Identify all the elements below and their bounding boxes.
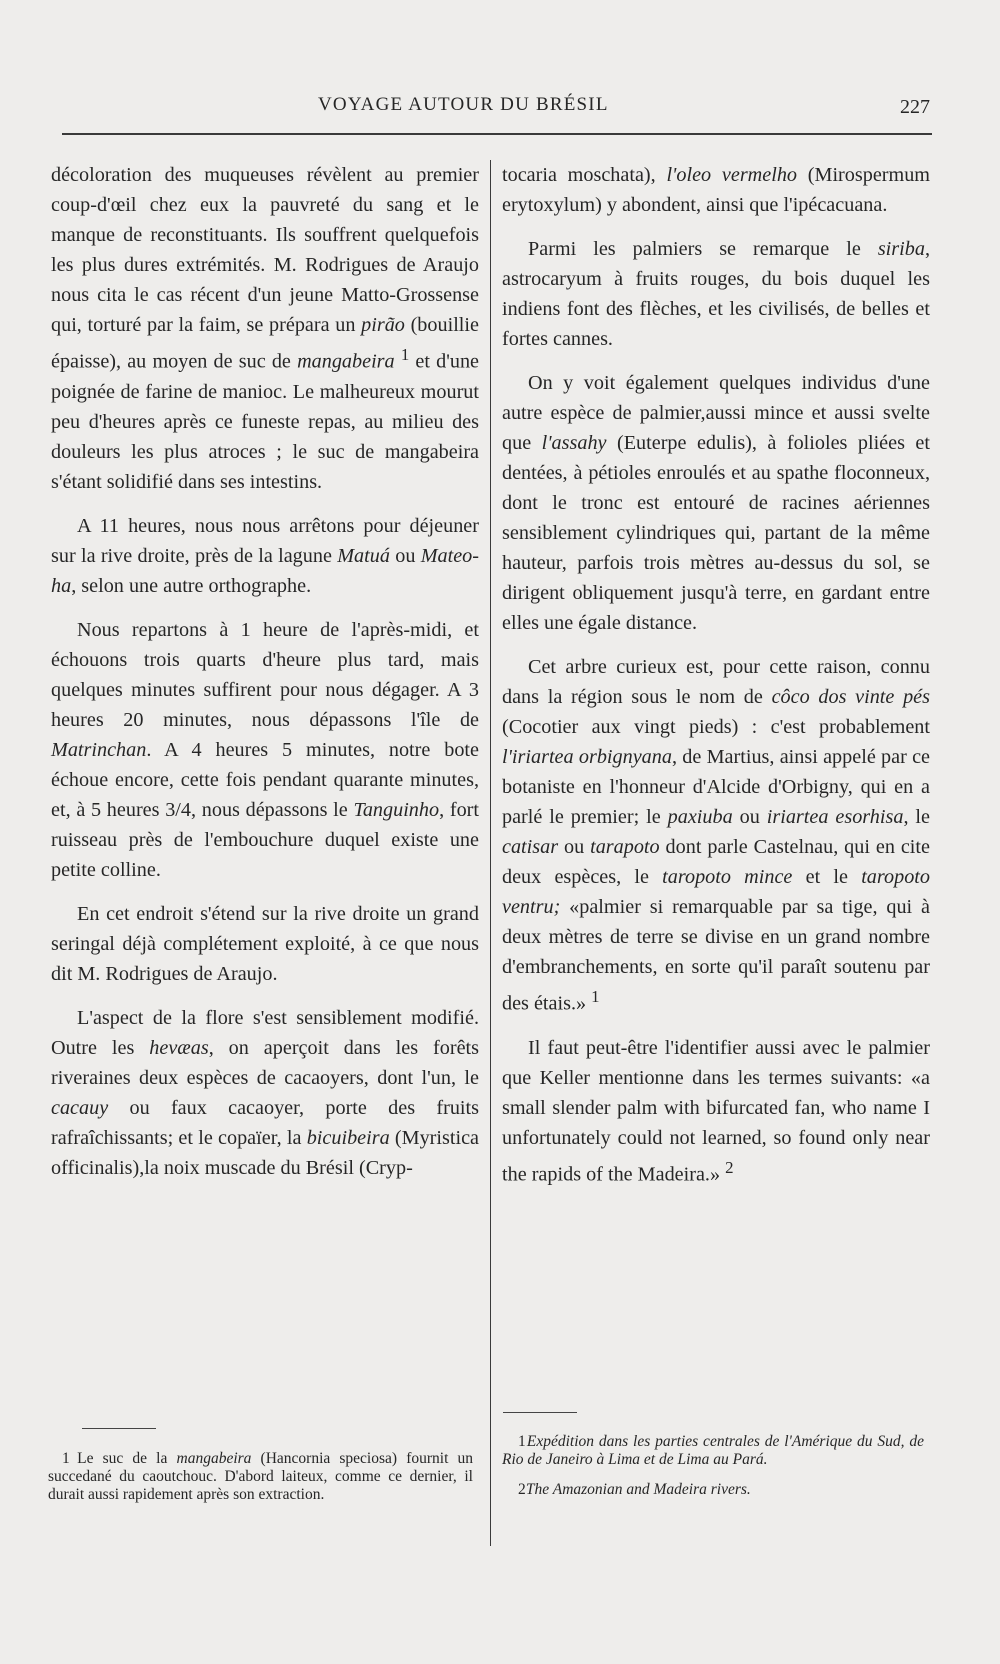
paragraph: En cet endroit s'étend sur la rive droite un grand seringal déjà complétement exploité, à ce que nous dit M. Rodrigues de Araujo. [51,902,479,985]
text-run: (Mirospermum erytoxylum) y abondent, ainsi que l'ipécacuana. [502,164,931,216]
text-run: (Euterpe edulis), à folioles pliées et dentées, à pétioles enroulés et au spathe floconneux, dont le tronc est entouré de racines aériennes sensiblement cylindriques qui, partant de la même hauteur, parfois trois mètres au-dessus du sol, se dirigent obliquement jusqu'à terre, en gardant entre elles une égale distance. [502,432,930,634]
fraction: 3/4 [165,798,191,821]
header-rule [62,133,932,135]
italic-term: paxiuba [667,806,733,828]
italic-term: siriba [877,238,925,260]
italic-term: l'oleo vermelho [666,164,798,186]
text-run: . A 4 heures 5 minutes, notre bote échoue encore, cette fois pendant quarante minutes, et, à 5 heures [51,738,479,821]
footnote-ref: 1 [591,987,600,1006]
text-run: et d'une poignée de farine de manioc. Le malheureux mourut peu d'heures après ce funeste repas, au milieu des douleurs les plus atroces ; le suc de mangabeira s'étant solidifié dans ses intestins. [51,350,480,493]
italic-term: mangabeira [176,1450,252,1467]
text-run: , selon une autre orthographe. [71,574,312,597]
running-title: VOYAGE AUTOUR DU BRÉSIL [318,94,609,115]
italic-term: taropoto ventru; [502,866,930,918]
text-run: L'aspect de la flore s'est sensiblement modifié. Outre les [51,1006,479,1059]
paragraph [502,160,930,220]
footnote-rule [503,1412,577,1413]
italic-term: Matuá [337,544,390,567]
text-run: ou [389,544,421,567]
text-run: Parmi les palmiers se remarque le [528,238,878,260]
text-run: A 11 heures, nous nous arrêtons pour déjeuner sur la rive droite, près de la lagune [51,514,479,567]
text-run: et le [792,866,862,888]
italic-term: l'iriartea orbignyana [502,746,672,768]
text-run: On y voit également quelques individus d'une autre espèce de palmier,aussi mince et aussi svelte que [502,372,930,454]
page-header [0,94,1000,124]
paragraph [502,368,930,638]
paragraph [51,615,479,885]
text-run: Il faut peut-être l'identifier aussi avec le palmier que Keller mentionne dans les termes suivants: «a small slender palm with bifurcated fan, who name I unfortunately could not learned, so found only near the rapids of the Madeira.» [502,1036,930,1186]
text-run: ou [732,806,767,828]
text-run: (Myristica officinalis),la noix muscade du Brésil (Cryp- [51,1126,480,1179]
footnotes-right [502,1433,924,1511]
text-run: , le [903,806,930,828]
italic-term: bicuibeira [306,1126,390,1149]
paragraph [502,652,930,1019]
left-column [51,160,479,1193]
text-run: «palmier si remarquable par sa tige, qui à deux mètres de terre se divise en un grand nombre d'embranchements, en sorte qu'il paraît soutenu par des étais.» [502,896,930,1015]
footnote-rule [82,1428,156,1429]
italic-term: Mateo-ha [51,544,479,597]
text-run: , astrocaryum à fruits rouges, du bois duquel les indiens font des flèches, et les civilisés, de belles et fortes cannes. [502,238,930,350]
italic-term: côco dos vinte pés [771,686,930,708]
italic-term: Matrinchan [51,738,147,761]
footnote-ref: 1 [400,345,410,364]
text-run: , on aperçoit dans les forêts riveraines deux espèces de cacaoyers, dont l'un, le [51,1036,480,1089]
italic-term: taropoto mince [662,866,793,888]
text-run: (Hancornia speciosa) fournit un succedané du caoutchouc. D'abord laiteux, comme ce dernier, il durait aussi rapidement après son extraction. [48,1450,474,1503]
paragraph [51,511,479,601]
italic-term: tarapoto [590,836,660,858]
text-run: Nous repartons à 1 heure de l'après-midi, et échouons trois quarts d'heure plus tard, mais quelques minutes suffirent pour nous dégager. A 3 heures 20 minutes, nous dépassons l'île de [51,618,479,731]
footnote-number: 2 [518,1481,526,1498]
italic-term: l'assahy [541,432,607,454]
text-run: Cet arbre curieux est, pour cette raison, connu dans la région sous le nom de [502,656,930,708]
text-run: tocaria moschata), [502,164,667,186]
text-run: Le suc de la [77,1450,177,1467]
footnote-ref: 2 [725,1157,734,1177]
footnote-text: Expédition dans les parties centrales de l'Amérique du Sud, de Rio de Janeiro à Lima et de Lima au Pará. [502,1433,924,1468]
paragraph [51,1003,479,1183]
text-run: ou faux cacaoyer, porte des fruits rafraîchissants; et le copaïer, la [51,1096,479,1149]
text-run: (Cocotier aux vingt pieds) : c'est probablement [502,716,930,738]
footnote-number: 1 [62,1450,70,1467]
paragraph [502,1033,930,1190]
italic-term: Tanguinho [353,798,440,821]
column-divider [490,160,491,1546]
text-run: ou [558,836,591,858]
text-run: (bouillie épaisse), au moyen de suc de [51,314,479,373]
footnote-number: 1 [518,1433,526,1450]
italic-term: iriartea esorhisa [766,806,904,828]
text-run: , fort ruisseau près de l'embouchure duquel existe une petite colline. [51,798,479,881]
right-column [502,160,930,1199]
footnote [48,1450,473,1504]
footnote-text: The Amazonian and Madeira rivers. [525,1481,751,1498]
footnote [502,1433,924,1469]
text-run: , nous dépassons le [191,798,354,821]
italic-term: mangabeira [297,350,395,373]
italic-term: catisar [502,836,559,858]
text-run: décoloration des muqueuses révèlent au premier coup-d'œil chez eux la pauvreté du sang et le manque de reconstituants. Ils souffrent quelquefois les plus dures extrémités. M. Rodrigues de Araujo nous cita le cas récent d'un jeune Matto-Grossense qui, torturé par la faim, se prépara un [51,164,479,336]
italic-term: cacauy [51,1096,109,1119]
paragraph [502,234,930,354]
text-run: , de Martius, ainsi appelé par ce botaniste en l'honneur d'Alcide d'Orbigny, qui en a parlé le premier; le [502,746,930,828]
text-run: dont parle Castelnau, qui en cite deux espèces, le [502,836,930,888]
page-number: 227 [900,96,930,118]
italic-term: pirão [361,314,405,336]
italic-term: hevæas [149,1036,209,1059]
footnote [502,1481,924,1499]
paragraph [51,160,479,497]
